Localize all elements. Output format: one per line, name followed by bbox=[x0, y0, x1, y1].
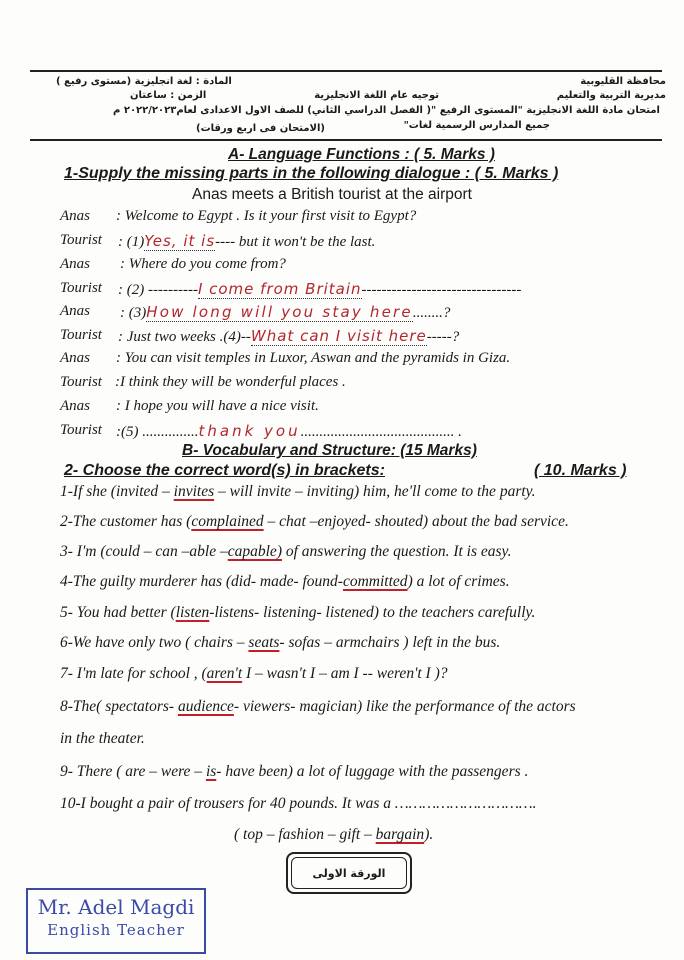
section-a-title: A- Language Functions : ( 5. Marks ) bbox=[228, 146, 495, 163]
speaker: Anas bbox=[60, 398, 90, 414]
marked-answer: bargain bbox=[375, 826, 425, 843]
mcq-item-continued: in the theater. bbox=[60, 730, 145, 747]
marked-answer: invites bbox=[173, 483, 215, 500]
mcq-item: 9- There ( are – were – is- have been) a lot of luggage with the passengers . bbox=[60, 763, 529, 780]
header-bottom-rule bbox=[30, 139, 662, 141]
speaker: Anas bbox=[60, 350, 90, 366]
handwritten-answer: I come from Britain bbox=[197, 280, 362, 298]
stamp-name: Mr. Adel Magdi bbox=[37, 895, 195, 919]
dialogue-text: ......................................... . bbox=[300, 424, 462, 440]
handwritten-answer: thank you bbox=[198, 422, 301, 440]
supervision: توجيه عام اللغة الانجليزية bbox=[314, 90, 439, 101]
marked-answer: committed bbox=[342, 573, 408, 590]
blank-number: :(5) ............... bbox=[116, 424, 199, 440]
speaker: Tourist bbox=[60, 422, 102, 438]
dialogue-text: : Where do you come from? bbox=[120, 256, 286, 272]
handwritten-answer: What can I visit here bbox=[250, 327, 427, 345]
mcq-options: ( top – fashion – gift – bargain). bbox=[234, 826, 434, 843]
blank-number: : (1) bbox=[118, 234, 145, 250]
speaker: Anas bbox=[60, 256, 90, 272]
blank-number: : Just two weeks .(4)-- bbox=[118, 329, 251, 345]
marked-answer: complained bbox=[191, 513, 264, 530]
q1-title: 1-Supply the missing parts in the following dialogue : ( 5. Marks ) bbox=[64, 165, 559, 182]
dialogue-text: : You can visit temples in Luxor, Aswan and the pyramids in Giza. bbox=[116, 350, 511, 366]
dialogue-text: ---- but it won't be the last. bbox=[215, 234, 376, 250]
section-b-title: B- Vocabulary and Structure: (15 Marks) bbox=[182, 442, 477, 459]
blank-number: : (2) ---------- bbox=[118, 282, 198, 298]
dialogue-text: : I hope you will have a nice visit. bbox=[116, 398, 319, 414]
dialogue-text: ........? bbox=[412, 305, 451, 321]
mcq-item: 1-If she (invited – invites – will invite – inviting) him, he'll come to the party. bbox=[60, 483, 536, 500]
speaker: Tourist bbox=[60, 374, 102, 390]
subject: المادة : لغة انجليزية (مستوى رفيع ) bbox=[56, 76, 232, 87]
dialogue-text: -------------------------------- bbox=[361, 282, 522, 298]
handwritten-answer: How long will you stay here bbox=[146, 303, 413, 321]
marked-answer: aren't bbox=[206, 665, 243, 682]
speaker: Tourist bbox=[60, 327, 102, 343]
mcq-item: 6-We have only two ( chairs – seats- sofas – armchairs ) left in the bus. bbox=[60, 634, 501, 651]
mcq-item: 3- I'm (could – can –able –capable) of answering the question. It is easy. bbox=[60, 543, 512, 560]
mcq-item: 2-The customer has (complained – chat –enjoyed- shouted) about the bad service. bbox=[60, 513, 569, 530]
mcq-item: 7- I'm late for school , (aren't I – wasn't I – am I -- weren't I )? bbox=[60, 665, 448, 682]
dialogue-text: :I think they will be wonderful places . bbox=[115, 374, 346, 390]
marked-answer: is bbox=[205, 763, 217, 780]
mcq-item: 5- You had better (listen-listens- listening- listened) to the teachers carefully. bbox=[60, 604, 536, 621]
governorate: محافظة القليوبية bbox=[580, 76, 666, 87]
dialogue-scenario: Anas meets a British tourist at the airport bbox=[192, 186, 472, 203]
dialogue-text: : Welcome to Egypt . Is it your first visit to Egypt? bbox=[116, 208, 417, 224]
directorate: مديرية التربية والتعليم bbox=[556, 90, 666, 101]
marked-answer: capable) bbox=[227, 543, 282, 560]
exam-title: امتحان مادة اللغة الانجليزية "المستوى الرفيع "( الفصل الدراسي الثاني) للصف الاول الاعدادى لعام٢٠٢٢/٢٠٢٣ م bbox=[113, 105, 660, 116]
q2-marks: ( 10. Marks ) bbox=[534, 462, 627, 479]
stamp-title: English Teacher bbox=[47, 921, 185, 939]
handwritten-answer: Yes, it is bbox=[144, 232, 216, 250]
mcq-item: 4-The guilty murderer has (did- made- found-committed) a lot of crimes. bbox=[60, 573, 510, 590]
speaker: Anas bbox=[60, 208, 90, 224]
speaker: Tourist bbox=[60, 232, 102, 248]
marked-answer: listen bbox=[175, 604, 210, 621]
mcq-item: 8-The( spectators- audience- viewers- magician) like the performance of the actors bbox=[60, 698, 576, 715]
mcq-item: 10-I bought a pair of trousers for 40 pounds. It was a …………………………. bbox=[60, 795, 537, 812]
speaker: Anas bbox=[60, 303, 90, 319]
marked-answer: audience bbox=[177, 698, 234, 715]
blank-number: : (3) bbox=[120, 305, 147, 321]
marked-answer: seats bbox=[248, 634, 280, 651]
teacher-stamp bbox=[26, 888, 206, 954]
q2-title: 2- Choose the correct word(s) in brackets: bbox=[64, 462, 385, 479]
page-label: الورقة الاولى bbox=[312, 866, 386, 880]
exam-time: الزمن : ساعتان bbox=[130, 90, 207, 101]
speaker: Tourist bbox=[60, 280, 102, 296]
header-top-rule bbox=[30, 70, 662, 72]
dialogue-text: -----? bbox=[426, 329, 460, 345]
schools-note: جميع المدارس الرسمية لغات" bbox=[403, 120, 550, 131]
page-label-box bbox=[286, 852, 412, 894]
pages-note: (الامتحان فى اربع ورقات) bbox=[196, 123, 325, 134]
